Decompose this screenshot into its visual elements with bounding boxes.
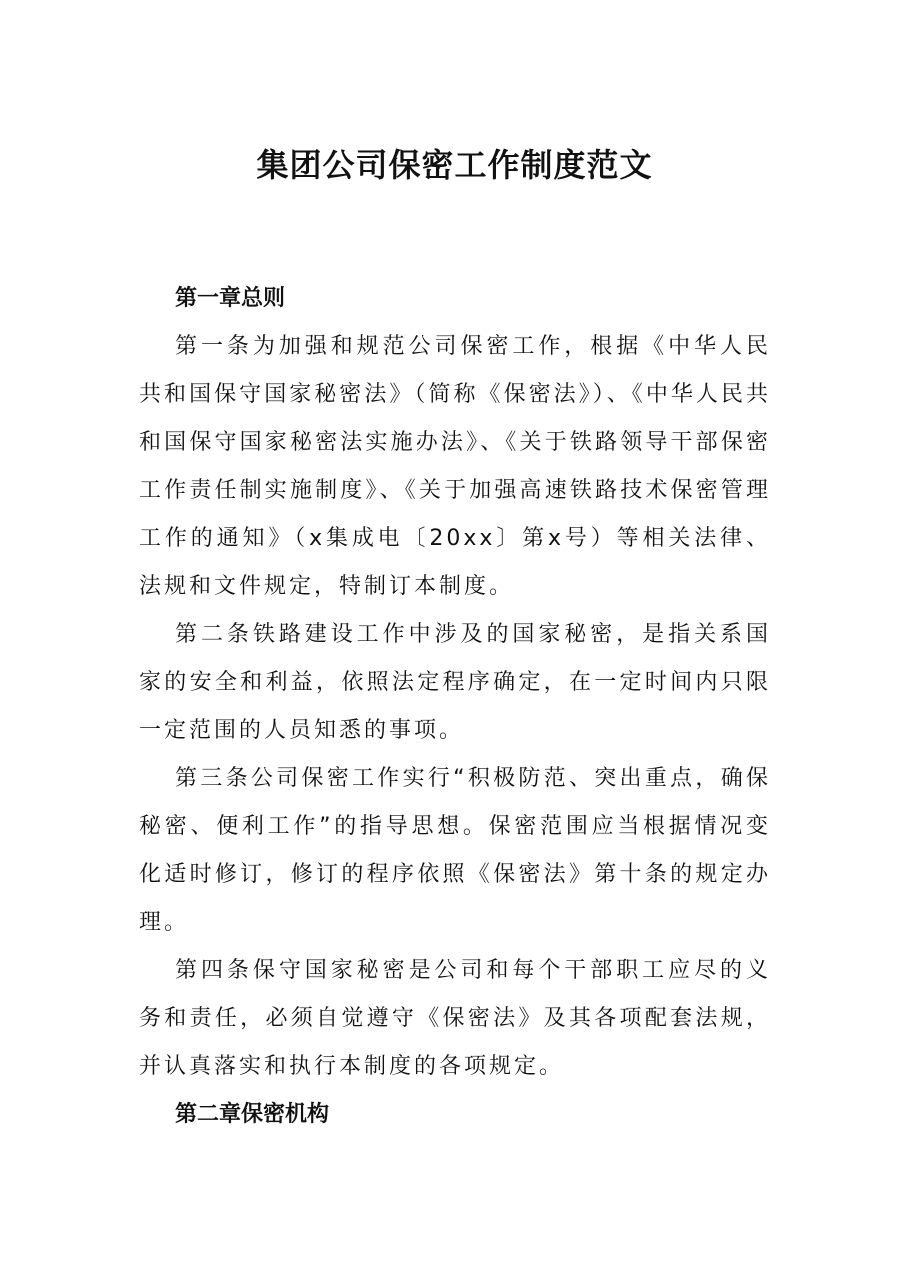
document-body: [139, 275, 771, 1139]
article-2: 第二条铁路建设工作中涉及的国家秘密，是指关系国家的安全和利益，依照法定程序确定，在一定时间内只限一定范围的人员知悉的事项。: [139, 622, 771, 743]
chapter-heading-1: 第一章总则: [175, 286, 286, 311]
article-3: 第三条公司保密工作实行“积极防范、突出重点，确保秘密、便利工作”的指导思想。保密范围应当根据情况变化适时修订，修订的程序依照《保密法》第十条的规定办理。: [139, 766, 771, 935]
chapter-heading-2: 第二章保密机构: [175, 1102, 330, 1127]
document-title: 集团公司保密工作制度范文: [256, 146, 653, 184]
article-1: 第一条为加强和规范公司保密工作，根据《中华人民共和国保守国家秘密法》（简称《保密法》）、《中华人民共和国保守国家秘密法实施办法》、《关于铁路领导干部保密工作责任制实施制度》、《关于加强高速铁路技术保密管理工作的通知》（x集成电〔20xx〕第x号）等相关法律、法规和文件规定，特制订本制度。: [139, 334, 771, 599]
article-4: 第四条保守国家秘密是公司和每个干部职工应尽的义务和责任，必须自觉遵守《保密法》及其各项配套法规，并认真落实和执行本制度的各项规定。: [139, 958, 771, 1079]
